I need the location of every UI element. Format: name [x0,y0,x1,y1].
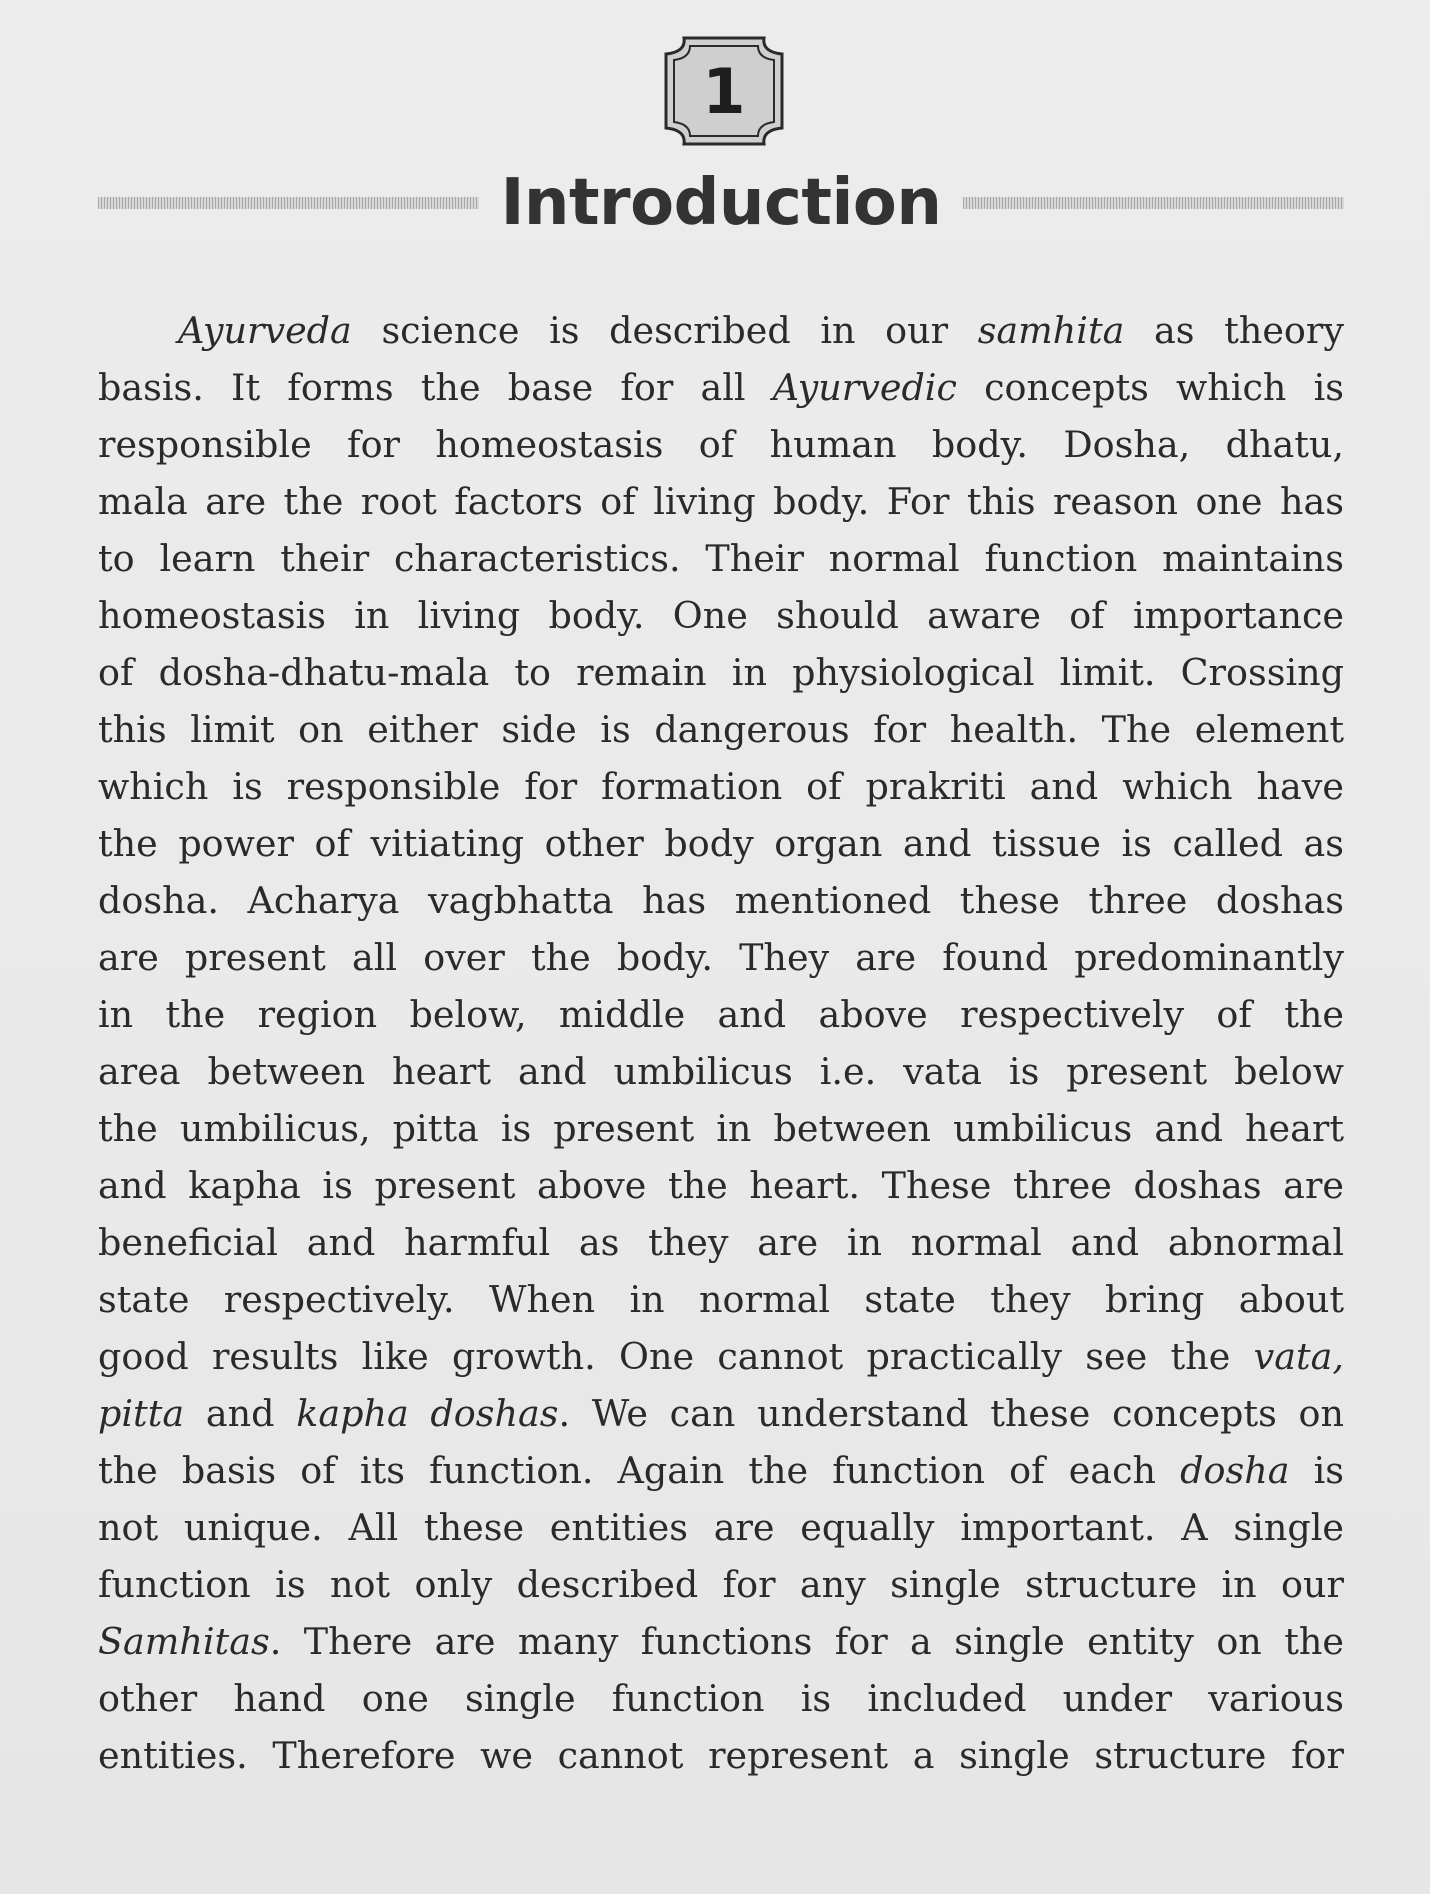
italic-term: kapha doshas [296,1392,559,1435]
text-line [98,1613,1344,1670]
text-run: good results like growth. One cannot practically see the [98,1335,1254,1378]
text-line [98,587,1344,644]
italic-term: vata, [1253,1335,1344,1378]
text-line [98,1727,1344,1784]
chapter-number-badge [662,34,786,148]
text-run: beneficial and harmful as they are in normal and abnormal [98,1221,1344,1264]
text-line [98,473,1344,530]
text-run: the basis of its function. Again the function of each [98,1449,1181,1492]
text-line [98,1214,1344,1271]
text-line [98,701,1344,758]
text-run: concepts which is [956,366,1344,409]
text-line [98,1556,1344,1613]
text-run: is [1289,1449,1344,1492]
text-run: this limit on either side is dangerous for health. The element [98,708,1344,751]
text-run: other hand one single function is included under various [98,1677,1344,1720]
text-line [98,359,1344,416]
chapter-title-row [98,158,1344,248]
text-run: responsible for homeostasis of human body. Dosha, dhatu, [98,423,1344,466]
text-run: of dosha-dhatu-mala to remain in physiological limit. Crossing [98,651,1344,694]
text-line [98,1670,1344,1727]
chapter-number: 1 [702,54,746,128]
text-run: function is not only described for any single structure in our [98,1563,1344,1606]
text-line [98,1442,1344,1499]
text-run: in the region below, middle and above respectively of the [98,993,1344,1036]
title-rule-right [963,197,1344,209]
text-run: to learn their characteristics. Their normal function maintains [98,537,1344,580]
text-line [98,986,1344,1043]
italic-term: pitta [98,1392,185,1435]
text-line [98,1328,1344,1385]
chapter-title: Introduction [500,166,942,240]
text-run: science is described in our [351,309,978,352]
text-line [98,644,1344,701]
text-run: homeostasis in living body. One should aware of importance [98,594,1344,637]
text-line [98,1385,1344,1442]
text-run: and [184,1392,297,1435]
text-run: mala are the root factors of living body. For this reason one has [98,480,1344,523]
text-run: and kapha is present above the heart. These three doshas are [98,1164,1344,1207]
text-line [98,1499,1344,1556]
italic-term: Ayurvedic [772,366,957,409]
text-run: are present all over the body. They are found predominantly [98,936,1344,979]
italic-term: samhita [977,309,1125,352]
text-run: the umbilicus, pitta is present in between umbilicus and heart [98,1107,1344,1150]
text-line [98,1157,1344,1214]
text-run: which is responsible for formation of prakriti and which have [98,765,1344,808]
text-run: area between heart and umbilicus i.e. vata is present below [98,1050,1344,1093]
italic-term: dosha [1180,1449,1290,1492]
italic-term: Samhitas [98,1620,270,1663]
text-run: . There are many functions for a single entity on the [269,1620,1344,1663]
text-line [98,1043,1344,1100]
text-line [98,1100,1344,1157]
text-line [98,929,1344,986]
text-line [98,416,1344,473]
text-run: dosha. Acharya vagbhatta has mentioned these three doshas [98,879,1344,922]
text-line [98,302,1344,359]
title-rule-left [98,197,479,209]
text-run: state respectively. When in normal state they bring about [98,1278,1344,1321]
text-line [98,815,1344,872]
text-line [98,1271,1344,1328]
body-paragraph [98,302,1344,1784]
text-run: . We can understand these concepts on [558,1392,1344,1435]
text-line [98,872,1344,929]
text-run: as theory [1124,309,1344,352]
text-line [98,758,1344,815]
text-line [98,530,1344,587]
italic-term: Ayurveda [178,309,352,352]
text-run: the power of vitiating other body organ and tissue is called as [98,822,1344,865]
text-run: not unique. All these entities are equally important. A single [98,1506,1344,1549]
text-run: entities. Therefore we cannot represent a single structure for [98,1734,1344,1777]
text-run: basis. It forms the base for all [98,366,773,409]
